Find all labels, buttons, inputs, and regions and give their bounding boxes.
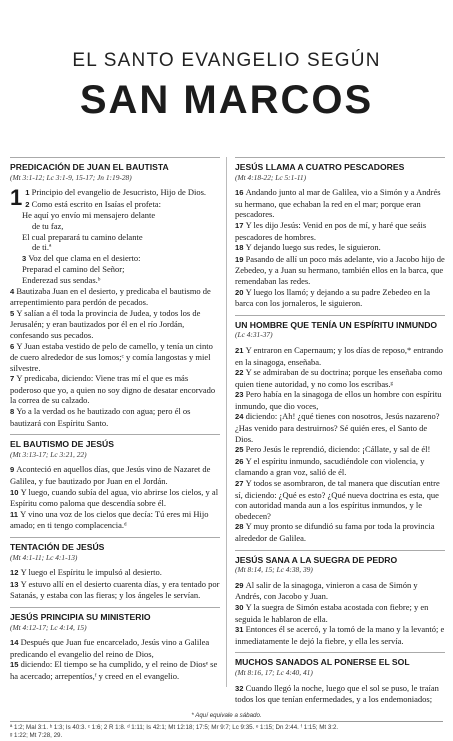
- verse: 1 1 Principio del evangelio de Jesucristo, Hijo de Dios.: [10, 185, 207, 211]
- poetry-line: He aquí yo envío mi mensajero delante: [22, 210, 156, 221]
- verse: 30 Y la suegra de Simón estaba acostada con fiebre; y en seguida le hablaron de ella.: [235, 601, 429, 624]
- verse: 22 Y se admiraban de su doctrina; porque les enseñaba como quien tiene autoridad, y no como los escribas.ᵍ: [235, 367, 443, 389]
- left-column: [10, 157, 220, 682]
- cross-references: ª 1:2; Mal 3:1. ᵇ 1:3; Is 40:3. ᶜ 1:6; 2 R 1:8. ᵈ 1:11; Is 42:1; Mt 12:18; 17:5; Mr 9:7; Lc 9:35. ᵉ 1:15; Dn 2:44. ᶠ 1:15; Mt 3:2.: [10, 724, 339, 731]
- verse: 5 Y salían a él toda la provincia de Judea, y todos los de Jerusalén; y eran bautizados por él en el río Jordán, confesando sus pecados.: [10, 307, 201, 340]
- section-heading: MUCHOS SANADOS AL PONERSE EL SOL: [235, 657, 410, 668]
- verse: 13 Y estuvo allí en el desierto cuarenta días, y era tentado por Satanás, y estaba con las fieras; y los ángeles le servían.: [10, 578, 220, 601]
- verse: 28 Y muy pronto se difundió su fama por toda la provincia alrededor de Galilea.: [235, 521, 435, 543]
- parallel-refs: (Mt 3:13-17; Lc 3:21, 22): [10, 449, 87, 459]
- verse: 29 Al salir de la sinagoga, vinieron a casa de Simón y Andrés, con Jacobo y Juan.: [235, 579, 418, 602]
- parallel-refs: (Mt 8:16, 17; Lc 4:40, 41): [235, 667, 313, 677]
- verse: 16 Andando junto al mar de Galilea, vio a Simón y a Andrés su hermano, que echaban la red en el mar; porque eran pescadores.: [235, 187, 441, 220]
- column-divider: [226, 157, 227, 687]
- section-heading: JESÚS SANA A LA SUEGRA DE PEDRO: [235, 554, 398, 565]
- chapter-number: 1: [10, 185, 23, 211]
- verse: 8 Yo a la verdad os he bautizado con agua; pero él os bautizará con Espíritu Santo.: [10, 406, 191, 428]
- section-rule: [235, 315, 445, 316]
- poetry-line: El cual preparará tu camino delante: [22, 231, 143, 242]
- book-kicker: EL SANTO EVANGELIO SEGÚN: [72, 50, 381, 71]
- verse: 12 Y luego el Espíritu le impulsó al desierto.: [10, 567, 162, 578]
- poetry-line: Enderezad sus sendas.ᵇ: [22, 274, 101, 285]
- section-heading: JESÚS LLAMA A CUATRO PESCADORES: [235, 162, 405, 172]
- parallel-refs: (Mt 3:1-12; Lc 3:1-9, 15-17; Jn 1:19-28): [10, 172, 132, 182]
- verse: 4 Bautizaba Juan en el desierto, y predicaba el bautismo de arrepentimiento para perdón de pecados.: [10, 285, 211, 308]
- verse: 6 Y Juan estaba vestido de pelo de camello, y tenía un cinto de cuero alrededor de sus lomos;ᶜ y comía langostas y miel silvestre.: [10, 340, 213, 373]
- verse: 25 Pero Jesús le reprendió, diciendo: ¡Cállate, y sal de él!: [235, 444, 431, 455]
- footnotes: [10, 712, 443, 740]
- section-heading: JESÚS PRINCIPIA SU MINISTERIO: [10, 611, 151, 622]
- verse: 20 Y luego los llamó; y dejando a su padre Zebedeo en la barca con los jornaleros, le siguieron.: [235, 286, 431, 309]
- parallel-refs: (Mt 4:1-11; Lc 4:1-13): [10, 552, 78, 562]
- verse: 32 Cuando llegó la noche, luego que el sol se puso, le traían todos los que tenían enfermedades, y a los endemoniados;: [235, 682, 439, 705]
- verse: 19 Pasando de allí un poco más adelante, vio a Jacobo hijo de Zebedeo, y a Juan su hermano, también ellos en la barca, que remendaban las redes.: [235, 253, 445, 286]
- book-title: SAN MARCOS: [79, 78, 374, 122]
- verse: 2 Como está escrito en Isaías el profeta:: [25, 198, 161, 209]
- section-heading: TENTACIÓN DE JESÚS: [10, 542, 105, 552]
- verse: 23 Pero había en la sinagoga de ellos un hombre con espíritu inmundo, que dio voces,: [235, 389, 442, 411]
- verse: 3 Voz del que clama en el desierto:: [22, 252, 141, 263]
- parallel-refs: (Mt 8:14, 15; Lc 4:38, 39): [235, 565, 313, 575]
- section-heading: PREDICACIÓN DE JUAN EL BAUTISTA: [10, 162, 169, 172]
- section-rule: [235, 652, 445, 653]
- section-rule: [10, 157, 220, 158]
- verse: 24 diciendo: ¡Ah! ¿qué tienes con nosotros, Jesús nazareno? ¿Has venido para destruirnos? Sé quién eres, el Santo de Dios.: [235, 411, 440, 444]
- section-rule: [10, 434, 220, 435]
- section-rule: [10, 537, 220, 538]
- section-heading: UN HOMBRE QUE TENÍA UN ESPÍRITU INMUNDO: [235, 319, 438, 330]
- verse: 21 Y entraron en Capernaum; y los días de reposo,* entrando en la sinagoga, enseñaba.: [235, 344, 444, 367]
- footnote-rule: [10, 721, 443, 722]
- section-heading: EL BAUTISMO DE JESÚS: [10, 439, 114, 450]
- cross-references: ᵍ 1:22; Mt 7:28, 29.: [10, 732, 63, 739]
- verse: 18 Y dejando luego sus redes, le siguieron.: [235, 242, 381, 253]
- parallel-refs: (Lc 4:31-37): [235, 330, 273, 340]
- section-rule: [235, 157, 445, 158]
- verse: 9 Aconteció en aquellos días, que Jesús vino de Nazaret de Galilea, y fue bautizado por Juan en el Jordán.: [10, 464, 211, 487]
- section-rule: [10, 607, 220, 608]
- verse: 26 Y el espíritu inmundo, sacudiéndole con violencia, y clamando a gran voz, salió de él.: [235, 455, 425, 478]
- verse: 14 Después que Juan fue encarcelado, Jesús vino a Galilea predicando el evangelio del reino de Dios,: [10, 637, 210, 659]
- parallel-refs: (Mt 4:18-22; Lc 5:1-11): [235, 172, 307, 182]
- section-rule: [235, 550, 445, 551]
- parallel-refs: (Mt 4:12-17; Lc 4:14, 15): [10, 622, 87, 632]
- verse: 31 Entonces él se acercó, y la tomó de la mano y la levantó; e inmediatamente le dejó la fiebre, y ella les servía.: [235, 624, 445, 646]
- verse: 15 diciendo: El tiempo se ha cumplido, y el reino de Diosᵉ se ha acercado; arrepentíos,ᶠ y creed en el evangelio.: [10, 659, 218, 681]
- poetry-line: Preparad el camino del Señor;: [22, 264, 125, 275]
- verse: 11 Y vino una voz de los cielos que decía: Tú eres mi Hijo amado; en ti tengo complacencia.ᵈ: [10, 508, 209, 531]
- verse: 27 Y todos se asombraron, de tal manera que discutían entre sí, diciendo: ¿Qué es esto? ¿Qué nueva doctrina es esta, que con autoridad manda aun a los espíritus inmundos, y le obedecen?: [235, 478, 440, 521]
- verse: 10 Y luego, cuando subía del agua, vio abrirse los cielos, y al Espíritu como paloma que descendía sobre él.: [10, 486, 219, 509]
- verse: 7 Y predicaba, diciendo: Viene tras mí el que es más poderoso que yo, a quien no soy digno de desatar encorvado la correa de su calzado.: [10, 373, 216, 406]
- footnote-note: * Aquí equivale a sábado.: [191, 712, 262, 719]
- right-column: [235, 157, 445, 705]
- verse: 17 Y les dijo Jesús: Venid en pos de mí, y haré que seáis pescadores de hombres.: [235, 219, 427, 242]
- poetry-line: de tu faz,: [32, 220, 64, 231]
- poetry-line: de ti.ª: [32, 242, 52, 253]
